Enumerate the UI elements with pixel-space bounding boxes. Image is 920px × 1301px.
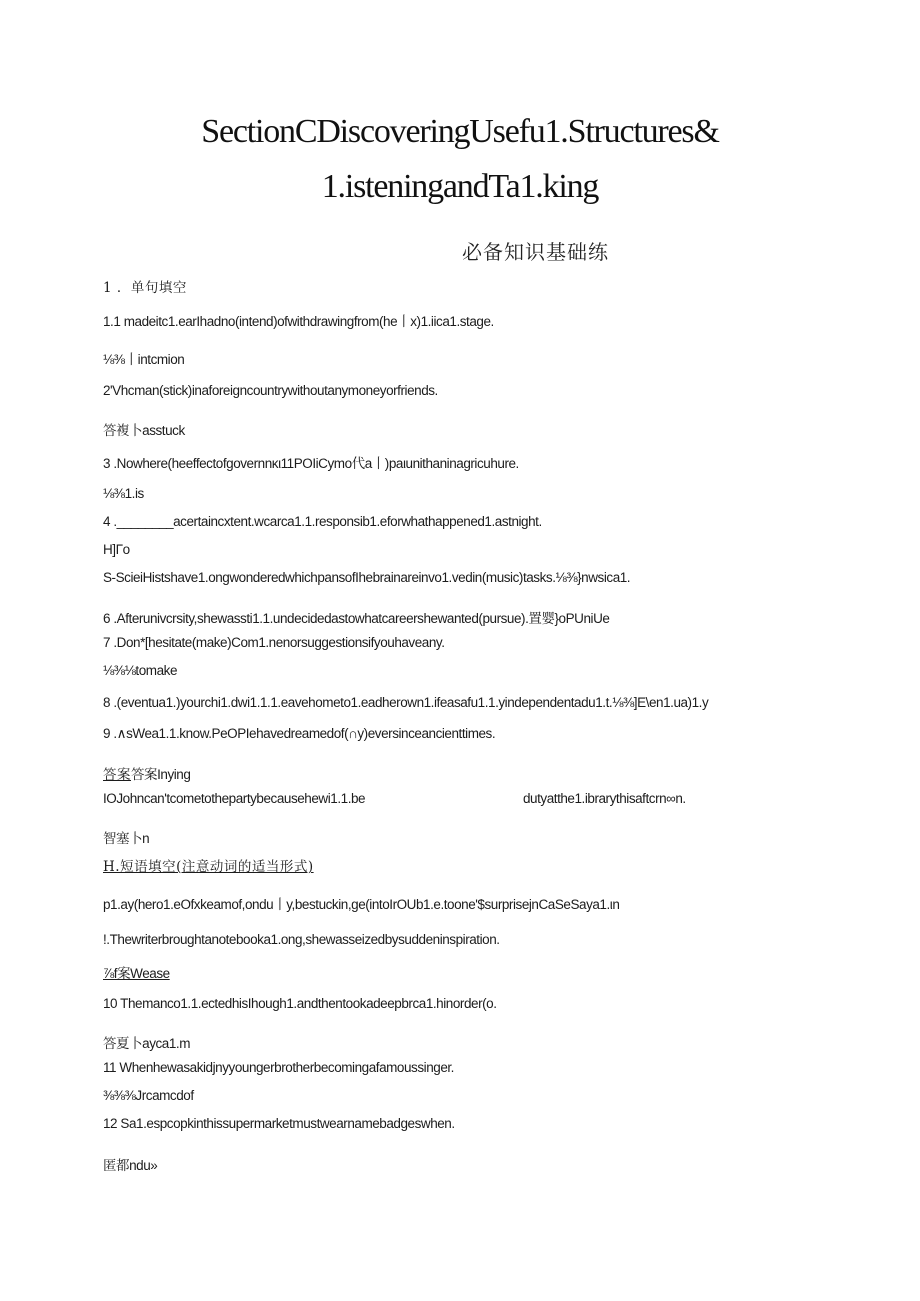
phrase-answer-10: 答夏卜ayca1.m <box>103 1036 191 1051</box>
part-heading-phrase: H.短语填空(注意动词的适当形式) <box>103 859 314 875</box>
phrase-question-1: !.Thewriterbroughtanotebooka1.ong,shewasseizedbysuddeninspiration. <box>103 932 500 947</box>
answer-1: ⅛⅜丨intcmion <box>103 352 185 367</box>
question-2: 2'Vhcman(stick)inaforeigncountrywithoutanymoneyorfriends. <box>103 383 438 398</box>
phrase-question-12: 12 Sa1.espcopkinthissupermarketmustwearnamebadgeswhen. <box>103 1116 455 1131</box>
part-heading-single-sentence: 1 ．单句填空 <box>103 280 187 296</box>
question-9: 9 .∧sWea1.1.know.PeOPIehavedreamedof(∩y)eversinceancienttimes. <box>103 726 496 741</box>
phrase-answer-11: ⅜⅜⅜Jrcamcdof <box>103 1088 194 1103</box>
answer-10: 智塞卜n <box>103 831 150 846</box>
phrase-answer-1: ⅞f案Wease <box>103 966 170 981</box>
answer-3: ⅛⅜1.is <box>103 486 144 501</box>
question-4: 4 .________acertaincxtent.wcarca1.1.responsib1.eforwhathappened1.astnight. <box>103 514 542 529</box>
answer-label: 答案 <box>103 767 131 783</box>
phrase-answer-12: 匿都ndu» <box>103 1158 158 1173</box>
answer-4: H]Γo <box>103 542 130 557</box>
phrase-bank: p1.ay(hero1.eOfxkeamof,ondu丨y,bestuckin,ge(intoIrOUb1.e.toone'$surprisejnCaSeSaya1.ιn <box>103 897 620 912</box>
section-title-line-1: SectionCDiscoveringUsefu1.Structures& <box>201 113 719 150</box>
answer-7: ⅛⅜⅛tomake <box>103 663 177 678</box>
answer-2: 答複卜asstuck <box>103 423 185 438</box>
question-8: 8 .(eventua1.)yourchi1.dwi1.1.1.eavehometo1.eadherown1.ifeasafu1.1.yindependentadu1.t.⅛⅜]E\en1.ua)1.y <box>103 695 709 710</box>
question-3: 3 .Nowhere(heeffectofgovernnκι11POIiCymo代a丨)paιunithaninagricuhure. <box>103 456 519 471</box>
section-title-line-2: 1.isteningandTa1.king <box>321 168 599 205</box>
answer-9-text: 答案Inying <box>131 767 191 782</box>
phrase-question-10: 10 Themanco1.1.ectedhisIhough1.andthentookadeepbrca1.hinorder(o. <box>103 996 497 1011</box>
question-10-part-2: dutyatthe1.ibrarythisaftcrn∞n. <box>523 791 686 806</box>
phrase-question-11: 11 Whenhewasakidjnyyoungerbrotherbecomingafamoussinger. <box>103 1060 454 1075</box>
question-5: S-ScieiHistshave1.ongwonderedwhichpansofIhebrainareinvo1.vedin(music)tasks.⅛⅜}nwsica1. <box>103 570 631 585</box>
question-6: 6 .Afterunivcrsity,shewassti1.1.undecidedastowhatcareershewanted(pursue).置婴}oPUniUe <box>103 611 610 626</box>
question-10-part-1: IOJohncan'tcometothepartybecausehewi1.1.be <box>103 791 366 806</box>
section-subtitle: 必备知识基础练 <box>462 240 609 264</box>
question-1: 1.1 madeitc1.earIhadno(intend)ofwithdrawingfrom(he丨x)1.iica1.stage. <box>103 314 494 329</box>
answer-9 <box>103 763 190 783</box>
question-7: 7 .Don*[hesitate(make)Com1.nenorsuggestionsifyouhaveany. <box>103 635 445 650</box>
